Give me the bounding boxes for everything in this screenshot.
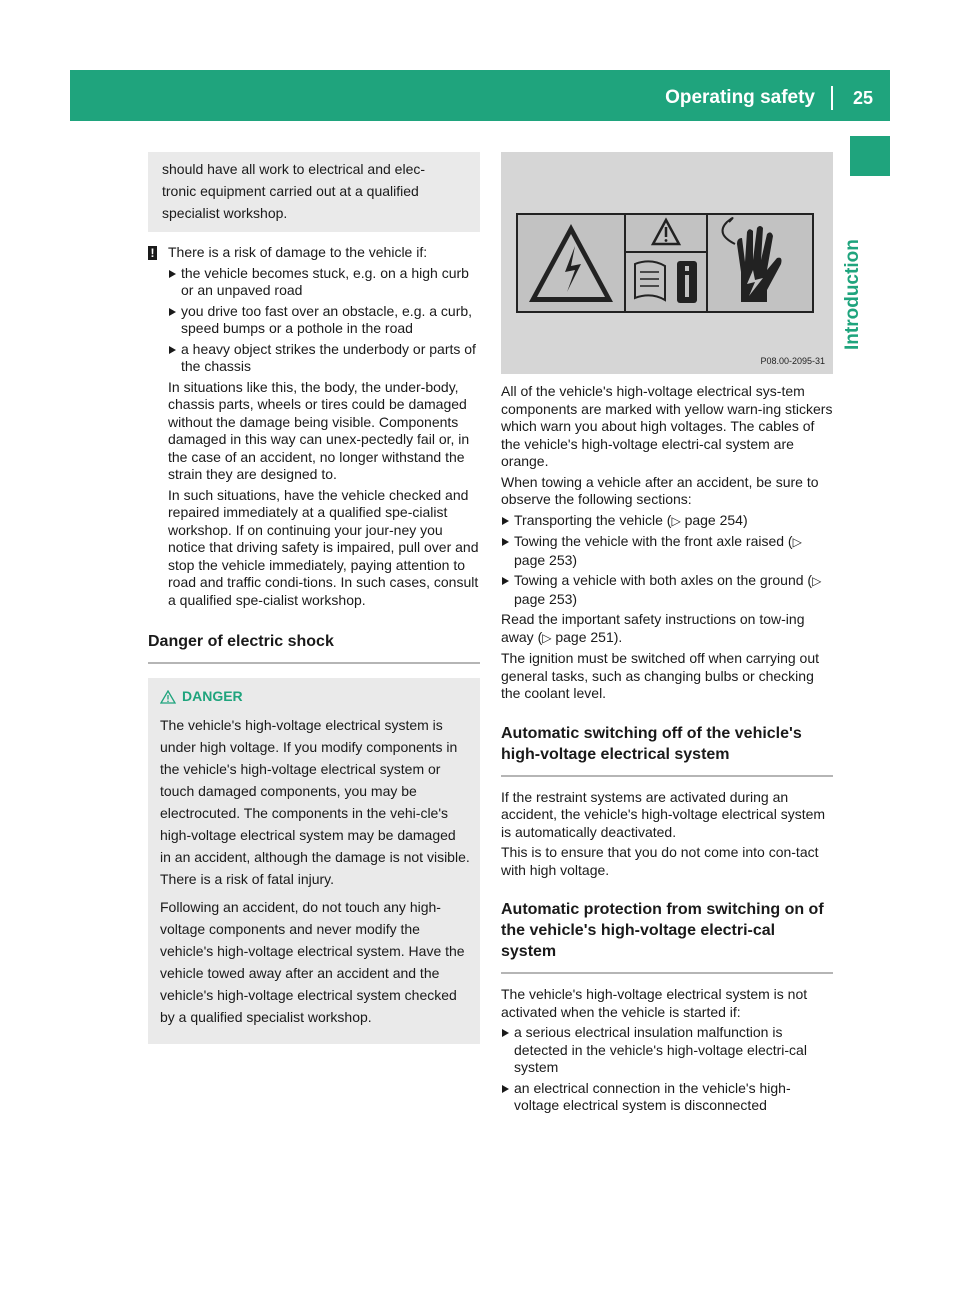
- page-ref-arrow-icon: ▷: [792, 535, 802, 549]
- danger-paragraph: The vehicle's high-voltage electrical system is under high voltage. If you modify components in the vehicle's high-voltage electrical system or touch damaged components, you may be electrocuted. The components in the vehi-cle's high-voltage electrical system may be damaged in an accident, although the damage is not visible. There is a risk of fatal injury.: [160, 716, 470, 887]
- page-ref-arrow-icon: ▷: [671, 513, 681, 528]
- danger-box: [148, 678, 480, 1044]
- list-item-text: Transporting the vehicle (: [514, 511, 672, 528]
- paragraph: All of the vehicle's high-voltage electrical sys-tem components are marked with yellow warn-ing stickers which warn you about high voltages. The cables of the vehicle's high-voltage electri-cal system are orange.: [501, 383, 833, 469]
- section-heading: Automatic switching off of the vehicle's high-voltage electrical system: [501, 723, 833, 777]
- page-ref-link[interactable]: page 254): [684, 511, 748, 528]
- page-ref-link[interactable]: page 253): [514, 590, 578, 607]
- list-item: [501, 512, 833, 531]
- box-line: specialist workshop.: [162, 205, 288, 221]
- side-tab: [842, 190, 872, 350]
- box-line: should have all work to electrical and elec-: [162, 161, 426, 177]
- note-paragraph: In such situations, have the vehicle checked and repaired immediately at a qualified spe-cialist workshop. If on continuing your jour-ney you notice that driving safety is impaired, pull over and stop the vehicle immediately, paying attention to road and traffic condi-tions. In such cases, consult a qualified spe-cialist workshop.: [168, 486, 479, 608]
- figure-caption: P08.00-2095-31: [760, 355, 825, 366]
- towing-list: [501, 512, 833, 609]
- section-heading: Danger of electric shock: [148, 631, 480, 664]
- paragraph: [501, 611, 833, 647]
- page-ref-arrow-icon: ▷: [812, 574, 822, 588]
- left-column: [148, 152, 480, 1044]
- page-ref-link[interactable]: page 253): [514, 551, 578, 568]
- list-item-text: Towing the vehicle with the front axle raised (: [514, 533, 793, 549]
- continued-note-box: [148, 152, 480, 232]
- paragraph-text: Read the important safety instructions on tow-ing away (: [501, 611, 805, 645]
- note-intro: There is a risk of damage to the vehicle if:: [168, 244, 428, 260]
- note-paragraph: In situations like this, the body, the under-body, chassis parts, wheels or tires could be damaged without the damage being visible. Components damaged in this way can unex-pectedly fail or, in the case of an accident, no longer withstand the strain they are designed to.: [168, 378, 470, 482]
- exclamation-icon: !: [148, 246, 157, 260]
- list-item: the vehicle becomes stuck, e.g. on a high curb or an unpaved road: [168, 265, 480, 300]
- danger-paragraph: Following an accident, do not touch any high-voltage components and never modify the vehicle's high-voltage electrical system. Have the vehicle towed away after an accident and the vehicle's high-voltage electrical system checked by a qualified specialist workshop.: [160, 898, 465, 1025]
- paragraph: When towing a vehicle after an accident, be sure to observe the following sections:: [501, 473, 819, 507]
- list-item: a serious electrical insulation malfunction is detected in the vehicle's high-voltage electri-cal system: [501, 1024, 833, 1077]
- page-ref-link[interactable]: page 251).: [555, 628, 623, 645]
- high-voltage-sticker-illustration: [501, 152, 833, 374]
- list-item-text: Towing a vehicle with both axles on the ground (: [514, 572, 813, 588]
- list-item: a heavy object strikes the underbody or parts of the chassis: [168, 341, 480, 376]
- paragraph: This is to ensure that you do not come into con-tact with high voltage.: [501, 844, 819, 878]
- side-marker: [850, 136, 890, 176]
- section-heading: Automatic protection from switching on of the vehicle's high-voltage electri-cal system: [501, 899, 833, 974]
- danger-header: [160, 688, 470, 706]
- activation-list: [501, 1024, 833, 1115]
- page-number: 25: [853, 88, 874, 108]
- list-item: an electrical connection in the vehicle's high-voltage electrical system is disconnected: [501, 1080, 833, 1115]
- warning-sticker-figure: [501, 152, 833, 374]
- box-line: tronic equipment carried out at a qualified: [162, 183, 419, 199]
- list-item: [501, 572, 833, 608]
- danger-label: DANGER: [182, 688, 243, 704]
- paragraph: The vehicle's high-voltage electrical system is not activated when the vehicle is started if:: [501, 986, 808, 1020]
- right-column: [501, 152, 833, 1118]
- paragraph: The ignition must be switched off when carrying out general tasks, such as changing bulbs or checking the coolant level.: [501, 650, 820, 701]
- side-tab-label: Introduction: [842, 239, 863, 350]
- note-bullets: [168, 265, 480, 376]
- damage-note: [148, 244, 480, 609]
- list-item: [501, 533, 833, 569]
- paragraph: If the restraint systems are activated during an accident, the vehicle's high-voltage electrical system is automatically deactivated.: [501, 788, 826, 840]
- list-item: you drive too fast over an obstacle, e.g. a curb, speed bumps or a pothole in the road: [168, 303, 480, 338]
- page-ref-arrow-icon: ▷: [542, 630, 552, 645]
- page-title: Operating safety: [665, 86, 833, 110]
- warning-triangle-icon: [160, 690, 176, 704]
